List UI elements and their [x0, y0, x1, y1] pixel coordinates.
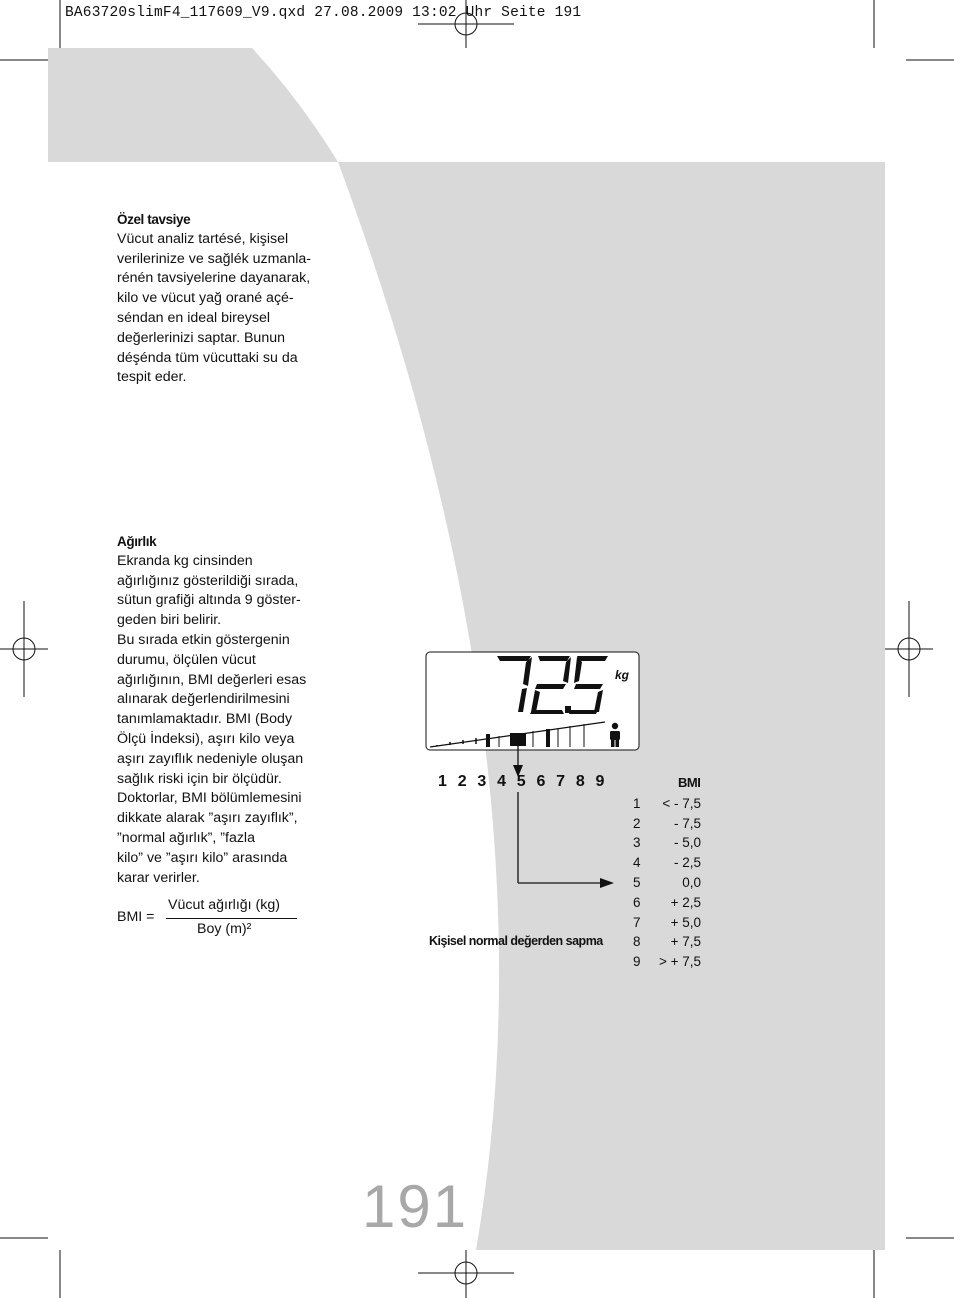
formula-numerator: Vücut ağırlığı (kg) [168, 897, 280, 913]
bmi-value: < - 7,5 [662, 796, 701, 811]
body-line: tanımlamaktadır. BMI (Body [117, 711, 293, 728]
bmi-index: 2 [633, 816, 641, 831]
indicator-digit: 9 [595, 773, 605, 790]
bmi-value: - 5,0 [673, 835, 701, 850]
body-line: durumu, ölçülen vücut [117, 651, 256, 668]
body-line: dikkate alarak ”aşırı zayıflık”, [117, 810, 298, 827]
top-gray-band [48, 48, 338, 162]
section-title: Ağırlık [117, 534, 157, 549]
indicator-digit: 2 [457, 773, 467, 790]
indicator-digits [438, 773, 615, 791]
fraction-bar [166, 918, 297, 919]
indicator-digit: 5 [516, 773, 526, 790]
body-line: ”normal ağırlık”, ”fazla [117, 829, 255, 846]
body-line: Vücut analiz tartésé, kişisel [117, 230, 289, 247]
lcd-unit: kg [615, 668, 630, 682]
bmi-value: - 7,5 [673, 816, 701, 831]
deviation-label: Kişisel normal değerden sapma [429, 934, 603, 948]
indicator-digit: 6 [536, 773, 546, 790]
body-line: geden biri belirir. [117, 612, 222, 629]
formula-denominator: Boy (m)² [197, 921, 252, 937]
print-header: BA63720slimF4_117609_V9.qxd 27.08.2009 13:02 Uhr Seite 191 [65, 5, 582, 21]
bmi-value: - 2,5 [673, 855, 701, 870]
bmi-index: 6 [633, 895, 641, 910]
bmi-index: 3 [633, 835, 641, 850]
body-line: sağlık riski için bir ölçüdür. [117, 770, 282, 787]
body-line: sütun grafiği altında 9 göster- [117, 592, 301, 609]
body-line: tespit eder. [117, 369, 187, 386]
bmi-value: 0,0 [682, 875, 701, 890]
bmi-index: 8 [633, 934, 641, 949]
body-line: verilerinize ve sağlék uzmanla- [117, 250, 311, 267]
section-title: Özel tavsiye [117, 212, 191, 227]
body-line: kilo ve vücut yağ orané açé- [117, 290, 294, 307]
formula-lhs: BMI = [117, 909, 155, 925]
body-line: karar verirler. [117, 869, 200, 886]
body-line: alınarak değerlendirilmesini [117, 691, 290, 708]
body-line: kilo” ve ”aşırı kilo” arasında [117, 849, 288, 866]
indicator-digit: 8 [575, 773, 585, 790]
body-line: déşénda tüm vücuttaki su da [117, 349, 298, 366]
body-line: Ölçü İndeksi), aşırı kilo veya [117, 730, 295, 747]
bmi-index: 4 [633, 855, 641, 870]
body-line: Ekranda kg cinsinden [117, 552, 253, 569]
indicator-digit: 7 [556, 773, 566, 790]
bmi-value: > + 7,5 [658, 954, 701, 969]
indicator-digit: 3 [477, 773, 487, 790]
indicator-digit: 1 [438, 773, 447, 790]
bmi-index: 9 [633, 954, 641, 969]
bmi-value: + 7,5 [670, 934, 701, 949]
indicator-digit: 4 [497, 773, 506, 790]
bmi-index: 7 [633, 915, 641, 930]
body-line: ağırlığının, BMI değerleri esas [117, 671, 307, 688]
bmi-value: + 5,0 [670, 915, 701, 930]
bmi-index: 1 [633, 796, 641, 811]
body-line: aşırı zayıflık nedeniyle oluşan [117, 750, 304, 767]
bmi-index: 5 [633, 875, 641, 890]
page-number: 191 [362, 1173, 469, 1240]
body-line: Doktorlar, BMI bölümlemesini [117, 790, 302, 807]
section-ozel-tavsiye [117, 210, 332, 388]
bmi-value: + 2,5 [670, 895, 701, 910]
body-line: Bu sırada etkin göstergenin [117, 631, 290, 648]
section-agirlik [117, 532, 332, 888]
body-line: séndan en ideal bireysel [117, 309, 271, 326]
body-line: ağırlığınız gösterildiği sırada, [117, 572, 299, 589]
body-line: rénén tavsiyelerine dayanarak, [117, 270, 311, 287]
bmi-table-title: BMI [678, 775, 701, 790]
body-line: değerlerinizi saptar. Bunun [117, 329, 285, 346]
